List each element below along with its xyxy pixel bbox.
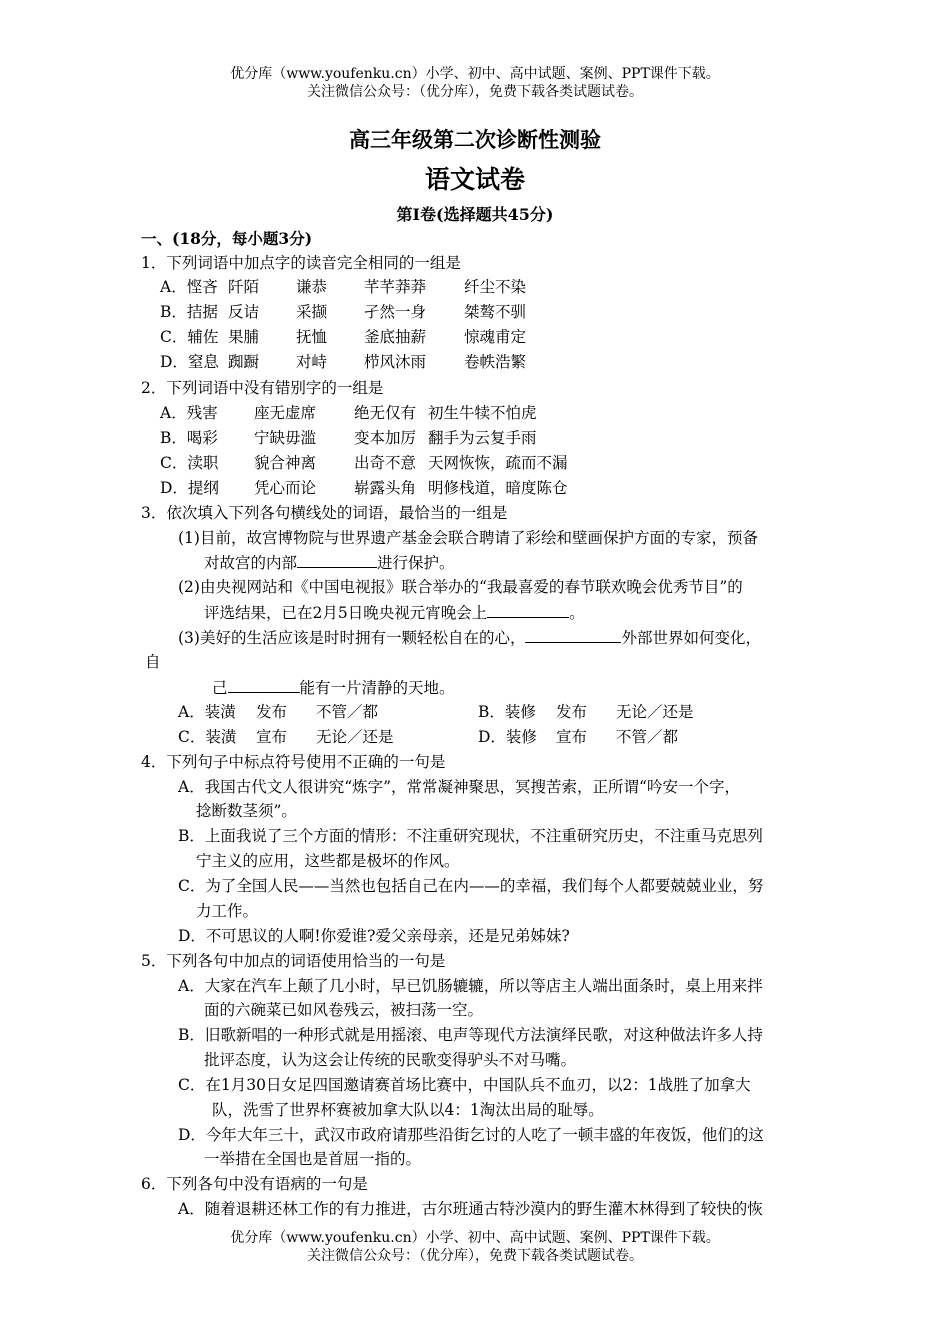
q1-option-b [160,302,526,322]
option-cell: B．装修 [478,703,536,721]
option-cell: 明修栈道，暗度陈仓 [428,479,568,497]
option-cell: A．装潢 [178,703,236,721]
q3-option-d [478,727,678,747]
q3-sentence-3c [212,677,455,698]
footer-line-1: 优分库（www.youfenku.cn）小学、初中、高中试题、案例、PPT课件下载。 [230,1230,720,1246]
q2-option-d [160,478,568,498]
option-cell: B．拮据 [160,303,218,321]
header-line-1: 优分库（www.youfenku.cn）小学、初中、高中试题、案例、PPT课件下载。 [230,66,720,82]
option-cell: C．辅佐 [160,328,219,346]
option-cell: 初生牛犊不怕虎 [428,404,537,422]
option-cell: 宣布 [556,728,588,746]
option-cell: 宁缺毋滥 [254,429,317,447]
option-cell: 凭心而论 [254,479,317,497]
q3-sentence-2a: (2)由央视网站和《中国电视报》联合举办的“我最喜爱的春节联欢晚会优秀节目”的 [178,578,743,596]
option-cell: 座无虚席 [254,404,317,422]
option-cell: 发布 [256,703,288,721]
q3-sentence-1a: (1)目前，故宫博物院与世界遗产基金会联合聘请了彩绘和壁画保护方面的专家，预备 [178,529,758,547]
option-cell: D．窒息 [160,353,219,371]
q3-text: 评选结果，已在2月5日晚央视元宵晚会上 [204,604,488,622]
q5-option-d-line1: D．今年大年三十，武汉市政府请那些沿街乞讨的人吃了一顿丰盛的年夜饭，他们的这 [178,1126,764,1144]
fill-blank [228,677,300,693]
option-cell: 抚恤 [296,328,328,346]
fill-blank [525,627,621,643]
page-footer [0,1229,950,1265]
q4-option-c-line2: 力工作。 [196,902,259,920]
q6-option-a-line1: A．随着退耕还林工作的有力推进，古尔班通古特沙漠内的野生灌木林得到了较快的恢 [178,1200,763,1218]
option-cell: 出奇不意 [354,454,417,472]
q5-option-c-line2: 队，洗雪了世界杯赛被加拿大队以4：1淘汰出局的耻辱。 [212,1101,604,1119]
q6-stem: 6．下列各句中没有语病的一句是 [141,1175,368,1193]
option-cell: 变本加厉 [354,429,417,447]
q5-option-d-line2: 一举措在全国也是首屈一指的。 [204,1150,422,1168]
q3-option-a [178,702,436,722]
option-cell: 反诘 [228,303,260,321]
option-cell: 踟蹰 [228,353,260,371]
q5-option-a-line2: 面的六碗菜已如风卷残云，被扫荡一空。 [204,1001,484,1019]
q3-text: 对故宫的内部 [204,554,298,572]
q4-option-a-line2: 捻断数茎须”。 [196,802,297,820]
option-cell: C．渎职 [160,454,219,472]
option-cell: A．悭吝 [160,278,218,296]
option-cell: 发布 [556,703,588,721]
option-cell: A．残害 [160,404,218,422]
fill-blank [487,602,569,618]
q1-option-c [160,327,526,347]
option-cell: 翻手为云复手雨 [428,429,537,447]
q4-option-c-line1: C．为了全国人民——当然也包括自己在内——的幸福，我们每个人都要兢兢业业，努 [178,877,764,895]
q3-option-c [178,727,436,747]
q4-option-a-line1: A．我国古代文人很讲究“炼字”，常常凝神聚思，冥搜苦索，正所谓“吟安一个字， [178,778,740,796]
q3-text: 己 [212,679,228,697]
q4-option-b-line2: 宁主义的应用，这些都是极坏的作风。 [196,852,460,870]
option-cell: 阡陌 [228,278,260,296]
option-cell: 芊芊莽莽 [364,278,427,296]
option-cell: D．提纲 [160,479,219,497]
option-cell: 果脯 [228,328,260,346]
section-heading: 一、(18分，每小题3分) [141,229,313,248]
volume-heading: 第Ⅰ卷(选择题共45分) [396,205,554,224]
option-cell: D．装修 [478,728,537,746]
option-cell: C．装潢 [178,728,237,746]
q3-text: (3)美好的生活应该是时时拥有一颗轻松自在的心， [178,629,526,647]
option-cell: B．喝彩 [160,429,218,447]
q4-option-b-line1: B．上面我说了三个方面的情形：不注重研究现状，不注重研究历史，不注重马克思列 [178,827,763,845]
q5-stem: 5．下列各句中加点的词语使用恰当的一句是 [141,952,446,970]
q2-option-b [160,428,537,448]
q5-option-b-line2: 批评态度，认为这会让传统的民歌变得驴头不对马嘴。 [204,1051,577,1069]
q3-sentence-2b [204,602,585,623]
q1-option-a [160,277,526,297]
q2-option-a [160,403,537,423]
q3-text: 。 [569,604,585,622]
q3-text: 能有一片清静的天地。 [299,679,455,697]
q3-sentence-3b: 自 [145,653,161,671]
footer-line-2: 关注微信公众号：（优分库），免费下载各类试题试卷。 [307,1248,643,1264]
option-cell: 卷帙浩繁 [464,353,527,371]
q5-option-a-line1: A．大家在汽车上颠了几小时，早已饥肠辘辘，所以等店主人端出面条时，桌上用来拌 [178,977,763,995]
option-cell: 孑然一身 [364,303,427,321]
q2-option-c [160,453,568,473]
q5-option-c-line1: C．在1月30日女足四国邀请赛首场比赛中，中国队兵不血刃，以2：1战胜了加拿大 [178,1076,751,1094]
option-cell: 对峙 [296,353,328,371]
q4-option-d: D．不可思议的人啊!你爱谁?爱父亲母亲，还是兄弟姊妹? [178,927,570,945]
q2-stem: 2．下列词语中没有错别字的一组是 [141,379,384,397]
option-cell: 崭露头角 [354,479,417,497]
option-cell: 不管／都 [316,703,379,721]
page-header [0,65,950,101]
option-cell: 不管／都 [616,728,679,746]
q4-stem: 4．下列句子中标点符号使用不正确的一句是 [141,753,446,771]
option-cell: 无论／还是 [616,703,694,721]
q3-option-b [478,702,694,722]
q3-text: 外部世界如何变化， [621,629,761,647]
option-cell: 桀骜不驯 [464,303,527,321]
option-cell: 无论／还是 [316,728,394,746]
option-cell: 釜底抽薪 [364,328,427,346]
option-cell: 采撷 [296,303,328,321]
option-cell: 谦恭 [296,278,328,296]
option-cell: 貌合神离 [254,454,317,472]
q3-sentence-3a [178,627,761,648]
option-cell: 栉风沐雨 [364,353,427,371]
q1-stem: 1．下列词语中加点字的读音完全相同的一组是 [141,254,461,272]
option-cell: 绝无仅有 [354,404,417,422]
exam-title: 高三年级第二次诊断性测验 [349,127,601,152]
q1-option-d [160,352,526,372]
q3-text: 进行保护。 [377,554,455,572]
q3-sentence-1b [204,552,455,573]
option-cell: 宣布 [256,728,288,746]
fill-blank [297,552,377,568]
option-cell: 惊魂甫定 [464,328,527,346]
q3-stem: 3．依次填入下列各句横线处的词语，最恰当的一组是 [141,504,508,522]
q5-option-b-line1: B．旧歌新唱的一种形式就是用摇滚、电声等现代方法演绎民歌，对这种做法许多人持 [178,1026,763,1044]
exam-subject: 语文试卷 [424,165,525,194]
option-cell: 天网恢恢，疏而不漏 [428,454,568,472]
option-cell: 纤尘不染 [464,278,527,296]
header-line-2: 关注微信公众号：（优分库），免费下载各类试题试卷。 [307,84,643,100]
